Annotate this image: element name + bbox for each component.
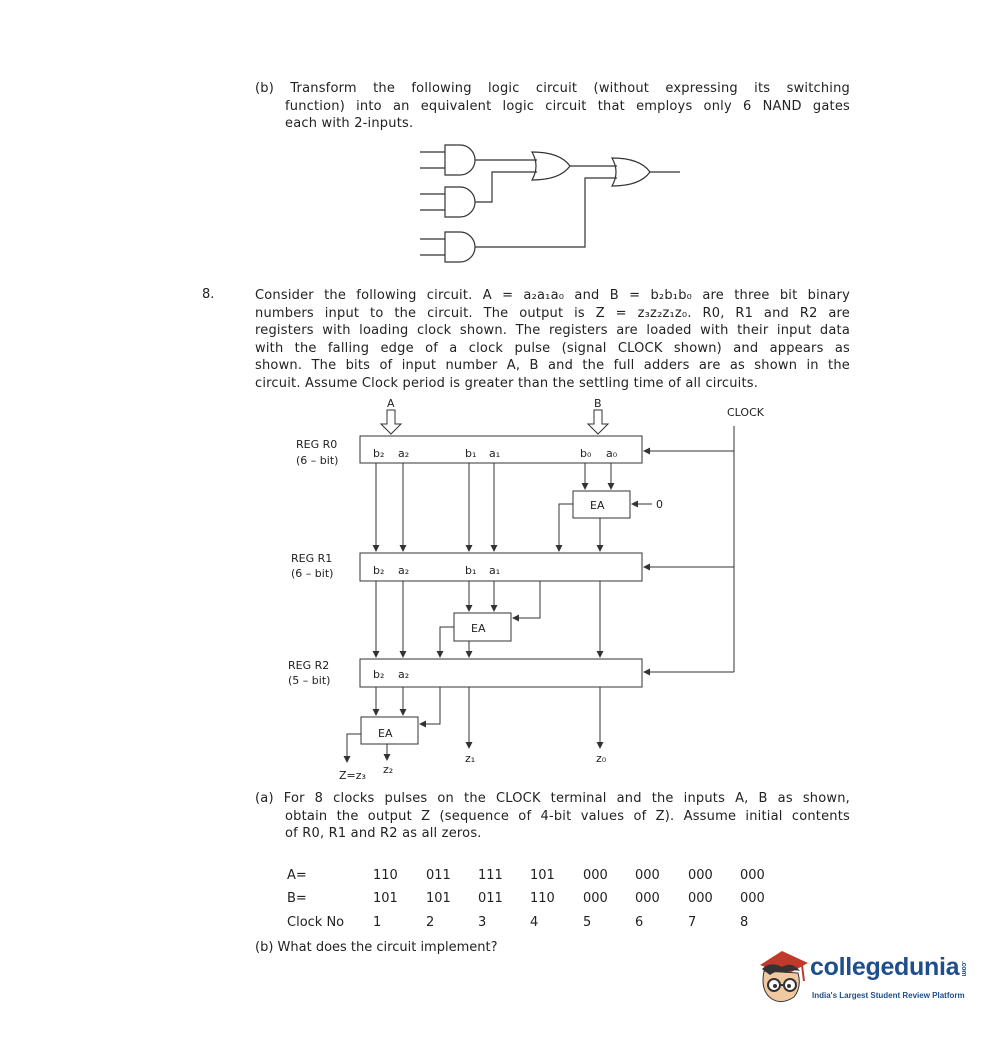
- label-reg-r0-bits: (6 – bit): [296, 454, 339, 467]
- table-cell: 3: [478, 915, 487, 930]
- row-label: B=: [287, 891, 307, 906]
- r0-b0: b₀: [580, 447, 592, 460]
- table-cell: 000: [740, 868, 765, 883]
- r1-a1: a₁: [489, 564, 501, 577]
- label-input-a: A: [387, 397, 395, 410]
- table-cell: 1: [373, 915, 382, 930]
- table-cell: 011: [478, 891, 503, 906]
- table-cell: 5: [583, 915, 592, 930]
- output-z0: z₀: [596, 752, 607, 765]
- collegedunia-logo: [752, 943, 982, 1033]
- q8a-line-1: (a) For 8 clocks pulses on the CLOCK terminal and the inputs A, B as shown,: [255, 791, 850, 806]
- q7b-line-3: each with 2-inputs.: [285, 116, 414, 131]
- table-cell: 000: [688, 868, 713, 883]
- label-reg-r1: REG R1: [291, 552, 333, 565]
- table-cell: 000: [688, 891, 713, 906]
- table-cell: 101: [426, 891, 451, 906]
- table-cell: 8: [740, 915, 749, 930]
- label-reg-r1-bits: (6 – bit): [291, 567, 334, 580]
- r1-b2: b₂: [373, 564, 385, 577]
- logo-brand: [810, 953, 967, 982]
- r0-a2: a₂: [398, 447, 410, 460]
- row-label: Clock No: [287, 915, 345, 930]
- r2-b2: b₂: [373, 668, 385, 681]
- table-cell: 011: [426, 868, 451, 883]
- input-a-arrow: [381, 410, 401, 434]
- q8-line-2: numbers input to the circuit. The output is Z = z₃z₂z₁z₀. R0, R1 and R2 are: [255, 305, 850, 321]
- r0-b1: b₁: [465, 447, 477, 460]
- logo-brand-text: collegedunia: [810, 953, 960, 981]
- r0-a0: a₀: [606, 447, 618, 460]
- table-cell: 000: [583, 868, 608, 883]
- q8-line-6: circuit. Assume Clock period is greater than the settling time of all circuits.: [255, 375, 759, 391]
- table-cell: 000: [583, 891, 608, 906]
- table-cell: 2: [426, 915, 435, 930]
- label-clock: CLOCK: [727, 406, 764, 419]
- q8-line-5: shown. The bits of input number A, B and the full adders are as shown in the: [255, 358, 850, 373]
- carry-in-zero: 0: [656, 498, 663, 511]
- q8a-line-2: obtain the output Z (sequence of 4-bit values of Z). Assume initial contents: [285, 808, 850, 824]
- fa-0-label: EA: [590, 499, 605, 512]
- r1-a2: a₂: [398, 564, 410, 577]
- fa-2-label: EA: [378, 727, 393, 740]
- label-reg-r2: REG R2: [288, 659, 330, 672]
- r1-b1: b₁: [465, 564, 477, 577]
- logo-tagline: India's Largest Student Review Platform: [812, 991, 965, 1000]
- q8b-text: (b) What does the circuit implement?: [255, 940, 498, 955]
- r0-b2: b₂: [373, 447, 385, 460]
- q8a-text: [255, 790, 850, 843]
- output-z2: z₂: [383, 763, 394, 776]
- table-cell: 111: [478, 868, 503, 883]
- table-cell: 7: [688, 915, 697, 930]
- row-label: A=: [287, 868, 307, 883]
- q8-line-1: Consider the following circuit. A = a₂a₁a₀ and B = b₂b₁b₀ are three bit binary: [255, 288, 850, 303]
- r2-a2: a₂: [398, 668, 410, 681]
- q8-line-4: with the falling edge of a clock pulse (signal CLOCK shown) and appears as: [255, 340, 850, 356]
- label-reg-r2-bits: (5 – bit): [288, 674, 331, 687]
- table-cell: 000: [635, 891, 660, 906]
- q7b-line-1: (b) Transform the following logic circuit (without expressing its switching: [255, 81, 850, 96]
- output-z1: z₁: [465, 752, 476, 765]
- q8-line-3: registers with loading clock shown. The registers are loaded with their input data: [255, 323, 850, 338]
- output-z3: Z=z₃: [339, 769, 366, 782]
- input-b-arrow: [588, 410, 608, 434]
- mascot-icon: [752, 943, 812, 1013]
- q8-number: 8.: [202, 287, 215, 302]
- table-cell: 110: [530, 891, 555, 906]
- label-reg-r0: REG R0: [296, 438, 338, 451]
- table-cell: 000: [635, 868, 660, 883]
- table-cell: 000: [740, 891, 765, 906]
- table-cell: 110: [373, 868, 398, 883]
- q8a-line-3: of R0, R1 and R2 as all zeros.: [285, 826, 482, 841]
- r0-a1: a₁: [489, 447, 501, 460]
- logo-suffix: .com: [960, 960, 968, 976]
- table-cell: 101: [373, 891, 398, 906]
- table-cell: 6: [635, 915, 644, 930]
- q7b-line-2: function) into an equivalent logic circuit that employs only 6 NAND gates: [285, 98, 850, 114]
- fa-1-label: EA: [471, 622, 486, 635]
- table-cell: 4: [530, 915, 539, 930]
- table-cell: 101: [530, 868, 555, 883]
- label-input-b: B: [594, 397, 602, 410]
